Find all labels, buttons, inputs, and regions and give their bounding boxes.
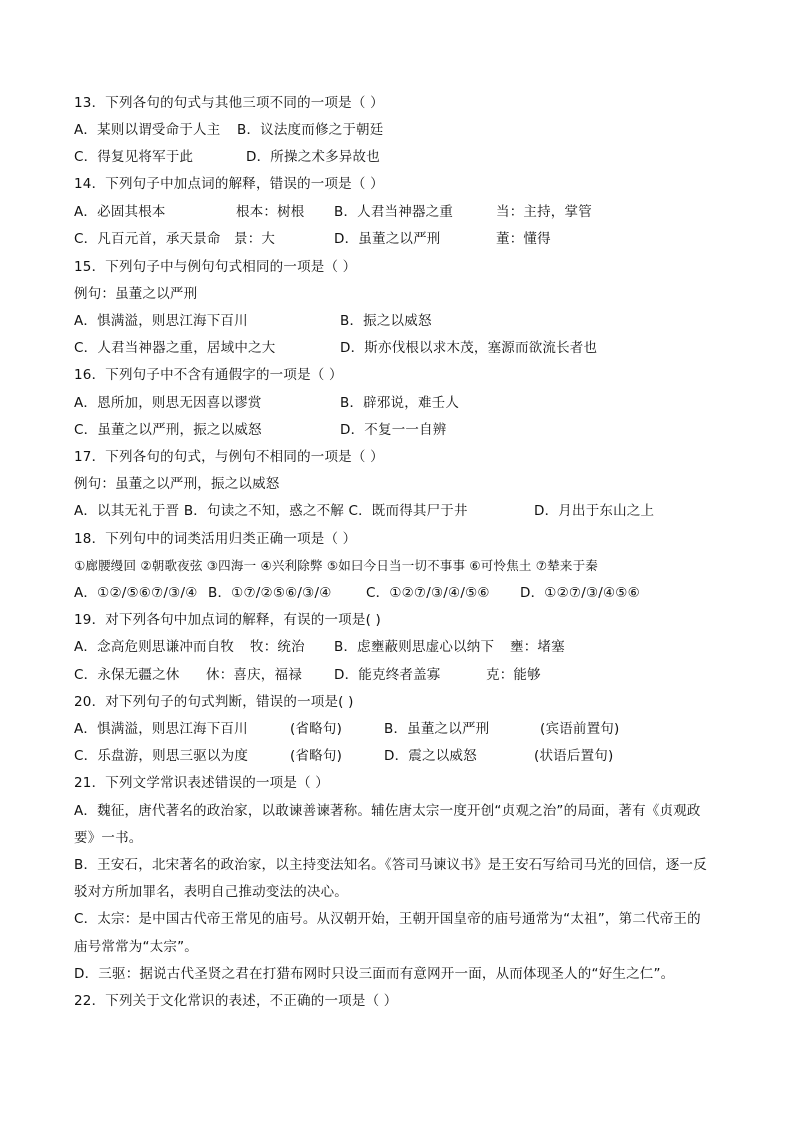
- q17-example: 例句：虽董之以严刑，振之以威怒: [74, 476, 280, 492]
- q19-option-b: B．虑壅蔽则思虚心以纳下: [334, 639, 495, 655]
- q20-option-d-note: (状语后置句): [534, 748, 614, 764]
- q16-option-a: A．恩所加，则思无因喜以谬赏: [74, 395, 262, 411]
- q15-option-d: D．斯亦伐根以求木茂，塞源而欲流长者也: [340, 340, 598, 356]
- q14-option-d: D．虽董之以严刑: [334, 231, 441, 247]
- q15-option-a: A．惧满溢，则思江海下百川: [74, 313, 248, 329]
- q16-option-d: D．不复一一自辨: [340, 422, 447, 438]
- q18-option-d: D．①②⑦/③/④⑤⑥: [520, 585, 640, 601]
- q21-option-b-line2: 驳对方所加罪名，表明自己推动变法的决心。: [74, 884, 348, 900]
- question-21-stem: 21．下列文学常识表述错误的一项是（ ）: [74, 775, 329, 791]
- question-15-stem: 15．下列句子中与例句句式相同的一项是（ ）: [74, 259, 357, 275]
- q19-option-c-note: 休：喜庆，福禄: [206, 667, 302, 683]
- q15-option-c: C．人君当神器之重，居域中之大: [74, 340, 276, 356]
- q20-option-b: B．虽董之以严刑: [384, 721, 490, 737]
- q14-option-c: C．凡百元首，承天景命: [74, 231, 221, 247]
- question-16-stem: 16．下列句子中不含有通假字的一项是（ ）: [74, 367, 343, 383]
- q21-option-a-line2: 要》一书。: [74, 830, 143, 846]
- q17-option-d: D．月出于东山之上: [534, 503, 655, 519]
- q16-option-b: B．辟邪说，难壬人: [340, 395, 460, 411]
- question-13-stem: 13．下列各句的句式与其他三项不同的一项是（ ）: [74, 95, 384, 111]
- q14-option-c-note: 景：大: [234, 231, 276, 247]
- q19-option-a: A．念高危则思谦冲而自牧: [74, 639, 235, 655]
- q19-option-a-note: 牧：统治: [250, 639, 305, 655]
- q20-option-a-note: (省略句): [290, 721, 343, 737]
- q14-option-d-note: 董：懂得: [496, 231, 551, 247]
- q14-option-a-note: 根本：树根: [236, 204, 305, 220]
- q18-option-c: C．①②⑦/③/④/⑤⑥: [366, 585, 490, 601]
- q17-options-abc: A．以其无礼于晋 B．句读之不知，惑之不解 C．既而得其尸于井: [74, 503, 468, 519]
- q19-option-b-note: 壅：堵塞: [510, 639, 565, 655]
- q14-option-a: A．必固其根本: [74, 204, 166, 220]
- q18-option-a: A．①②/⑤⑥⑦/③/④: [74, 585, 198, 601]
- q15-example: 例句：虽董之以严刑: [74, 286, 198, 302]
- question-17-stem: 17．下列各句的句式，与例句不相同的一项是（ ）: [74, 449, 384, 465]
- q21-option-d: D．三驱：据说古代圣贤之君在打猎布网时只设三面而有意网开一面，从而体现圣人的“好生之仁”。: [74, 966, 675, 982]
- q14-option-b-note: 当：主持，掌管: [496, 204, 592, 220]
- q19-option-d-note: 克：能够: [486, 667, 541, 683]
- q20-option-c-note: (省略句): [290, 748, 343, 764]
- q21-option-c-line2: 庙号常常为“太宗”。: [74, 939, 198, 955]
- q19-option-d: D．能克终者盖寡: [334, 667, 441, 683]
- q21-option-a-line1: A．魏征，唐代著名的政治家，以敢谏善谏著称。辅佐唐太宗一度开创“贞观之治”的局面，著有《贞观政: [74, 803, 701, 819]
- q18-items: ①廊腰缦回 ②朝歌夜弦 ③四海一 ④兴利除弊 ⑤如曰今日当一切不事事 ⑥可怜焦土 ⑦辇来于秦: [74, 558, 598, 573]
- q13-option-d: D．所操之术多异故也: [246, 149, 380, 165]
- q13-option-b: B．议法度而修之于朝廷: [237, 122, 384, 138]
- question-22-stem: 22．下列关于文化常识的表述，不正确的一项是（ ）: [74, 993, 398, 1009]
- q16-option-c: C．虽董之以严刑，振之以威怒: [74, 422, 262, 438]
- question-14-stem: 14．下列句子中加点词的解释，错误的一项是（ ）: [74, 176, 384, 192]
- q15-option-b: B．振之以威怒: [340, 313, 432, 329]
- q14-option-b: B．人君当神器之重: [334, 204, 454, 220]
- q21-option-b-line1: B．王安石，北宋著名的政治家，以主持变法知名。《答司马谏议书》是王安石写给司马光的回信，逐一反: [74, 857, 707, 873]
- q13-option-a: A．某则以谓受命于人主: [74, 122, 221, 138]
- q20-option-c: C．乐盘游，则思三驱以为度: [74, 748, 249, 764]
- question-20-stem: 20．对下列句子的句式判断，错误的一项是( ): [74, 694, 354, 710]
- q13-option-c: C．得复见将军于此: [74, 149, 194, 165]
- question-19-stem: 19．对下列各句中加点词的解释，有误的一项是( ): [74, 612, 382, 628]
- question-18-stem: 18．下列句中的词类活用归类正确一项是（ ）: [74, 531, 357, 547]
- q21-option-c-line1: C．太宗：是中国古代帝王常见的庙号。从汉朝开始，王朝开国皇帝的庙号通常为“太祖”，第二代帝王的: [74, 911, 701, 927]
- q20-option-b-note: (宾语前置句): [540, 721, 620, 737]
- q20-option-d: D．震之以威怒: [384, 748, 477, 764]
- q18-option-b: B．①⑦/②⑤⑥/③/④: [208, 585, 332, 601]
- q20-option-a: A．惧满溢，则思江海下百川: [74, 721, 248, 737]
- q19-option-c: C．永保无疆之休: [74, 667, 180, 683]
